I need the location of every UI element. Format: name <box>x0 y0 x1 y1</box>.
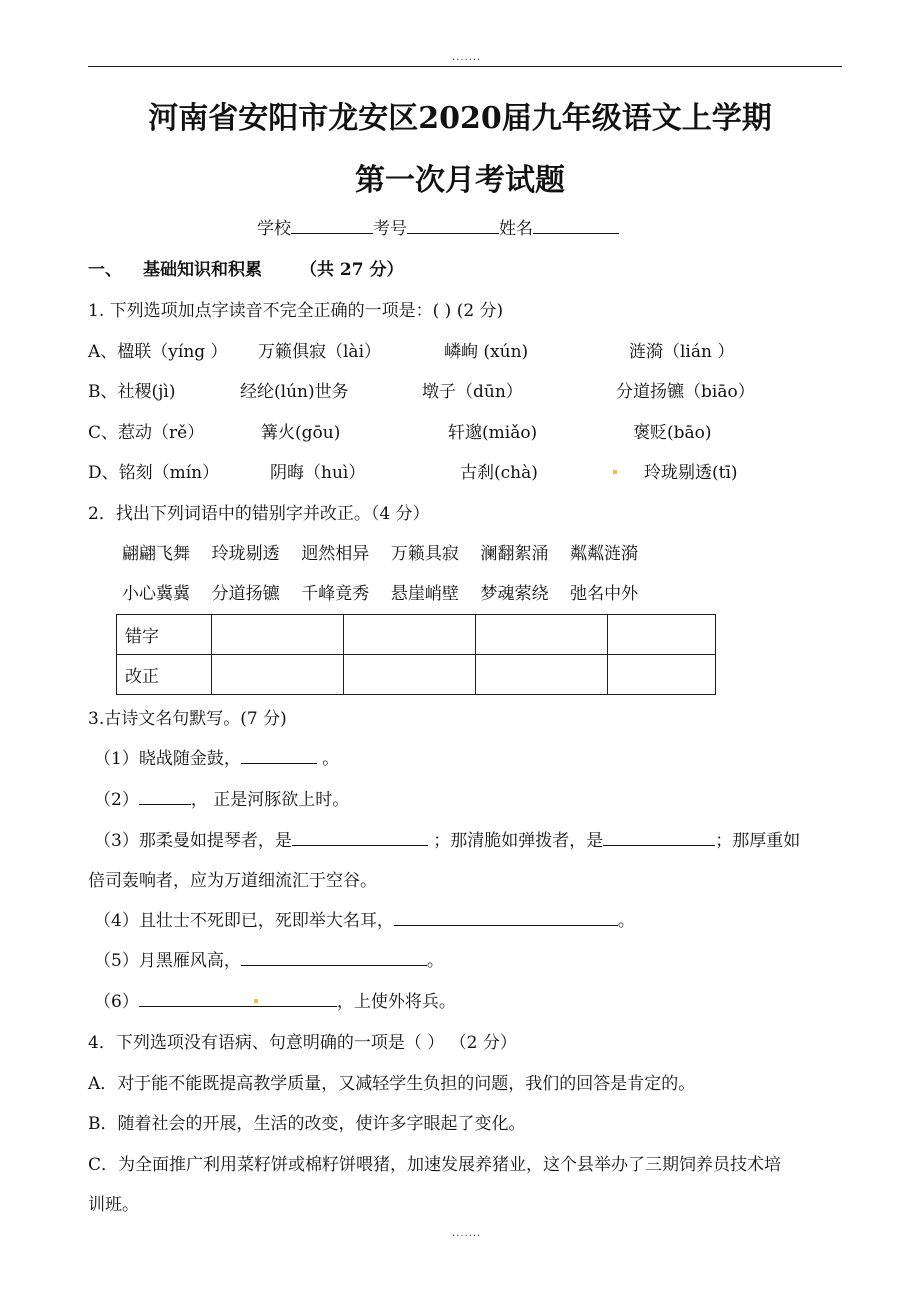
q1-option-b: B、社稷(jì) <box>88 382 176 402</box>
answer-blank[interactable] <box>394 909 618 926</box>
name-label: 姓名 <box>499 219 533 239</box>
q1-stem: 1. 下列选项加点字读音不完全正确的一项是：( ) (2 分) <box>88 301 504 321</box>
section-1-score: （共 27 分） <box>300 260 404 280</box>
footer-dots: ....... <box>452 1228 482 1239</box>
page-title-line2: 第一次月考试题 <box>355 163 565 198</box>
q3-item-1 <box>94 744 339 769</box>
poem-text: 。 <box>426 951 444 971</box>
q2-word-row1 <box>122 539 638 564</box>
item-number: （6） <box>94 992 139 1012</box>
answer-cell[interactable] <box>476 655 608 695</box>
item-number: （2） <box>94 790 139 810</box>
poem-text: ，上使外将兵。 <box>336 992 456 1012</box>
q4-option-c: C．为全面推广利用菜籽饼或棉籽饼喂猪，加速发展养猪业，这个县举办了三期饲养员技术培 <box>88 1155 782 1175</box>
answer-blank[interactable] <box>139 990 337 1007</box>
word: 弛名中外 <box>570 584 639 604</box>
q1-option-b-word4: 分道扬镳（biāo） <box>616 382 755 402</box>
q1-option-c: C、惹动（rě） <box>88 423 205 443</box>
q3-item-3-line2: 倍司轰响者，应为万道细流汇于空谷。 <box>88 871 377 891</box>
highlight-marker <box>613 470 617 474</box>
word: 分道扬镳 <box>211 584 280 604</box>
poem-text: ， 正是河豚欲上时。 <box>190 790 350 810</box>
q1-option-b-word2: 经纶(lún)世务 <box>240 382 349 402</box>
header-dots: ....... <box>452 52 482 63</box>
poem-text: 。 <box>316 749 340 769</box>
q4-option-a: A．对于能不能既提高教学质量，又减轻学生负担的问题，我们的回答是肯定的。 <box>88 1074 696 1094</box>
exam-no-blank[interactable] <box>407 217 499 234</box>
word: 万籁具寂 <box>390 544 459 564</box>
section-1-label: 基础知识和积累 <box>143 260 262 280</box>
q1-option-c-word4: 褒贬(bāo) <box>633 423 712 443</box>
q4-option-c-line2: 训班。 <box>88 1195 139 1215</box>
school-blank[interactable] <box>291 217 373 234</box>
q4-option-b: B．随着社会的开展，生活的改变，使许多字眼起了变化。 <box>88 1114 526 1134</box>
name-blank[interactable] <box>533 217 619 234</box>
answer-blank[interactable] <box>241 747 317 764</box>
q1-option-c-word3: 轩邈(miǎo) <box>448 423 538 443</box>
word: 澜翻絮涌 <box>480 544 549 564</box>
answer-cell[interactable] <box>476 615 608 655</box>
exam-no-label: 考号 <box>373 219 407 239</box>
answer-blank[interactable] <box>603 829 715 846</box>
table-row <box>117 615 716 655</box>
page-title-line1: 河南省安阳市龙安区2020届九年级语文上学期 <box>148 101 772 136</box>
q3-item-2 <box>94 785 349 810</box>
item-number: （3） <box>94 831 139 851</box>
poem-text: 且壮士不死即已，死即举大名耳， <box>138 911 394 931</box>
highlight-marker <box>254 999 258 1003</box>
poem-text: 。 <box>617 911 635 931</box>
answer-blank[interactable] <box>139 788 191 805</box>
row-header-wrong: 错字 <box>117 615 212 655</box>
q1-option-a-word4: 涟漪（lián ） <box>629 342 735 362</box>
answer-cell[interactable] <box>212 655 344 695</box>
student-info-line <box>257 214 619 239</box>
word: 玲珑剔透 <box>211 544 280 564</box>
word: 迥然相异 <box>301 544 370 564</box>
word: 翩翩飞舞 <box>122 544 190 564</box>
poem-text: 那柔曼如提琴者，是 <box>138 831 292 851</box>
item-number: （4） <box>94 911 139 931</box>
poem-text: 月黑雁风高， <box>138 951 241 971</box>
q1-option-a-word3: 嶙峋 (xún) <box>444 342 529 362</box>
q3-item-5 <box>94 946 444 971</box>
word: 粼粼涟漪 <box>570 544 639 564</box>
poem-text: ；那清脆如弹拨者，是 <box>427 831 604 851</box>
answer-blank[interactable] <box>241 949 427 966</box>
q1-option-d-word2: 阴晦（huì） <box>270 463 366 483</box>
q2-word-row2 <box>122 579 638 604</box>
q1-option-d-word3: 古刹(chà) <box>460 463 538 483</box>
word: 千峰竟秀 <box>301 584 370 604</box>
table-row <box>117 655 716 695</box>
word: 悬崖峭壁 <box>390 584 459 604</box>
poem-text: ；那厚重如 <box>715 831 801 851</box>
word: 梦魂萦绕 <box>480 584 549 604</box>
q1-option-b-word3: 墩子（dūn） <box>422 382 523 402</box>
section-1-number: 一、 <box>88 260 122 280</box>
answer-cell[interactable] <box>212 615 344 655</box>
poem-text: 晓战随金鼓， <box>138 749 241 769</box>
answer-cell[interactable] <box>344 615 476 655</box>
q3-item-3 <box>94 826 800 851</box>
answer-cell[interactable] <box>608 615 716 655</box>
q1-option-a: A、楹联（yíng ） <box>88 342 228 362</box>
header-rule <box>88 66 842 67</box>
word: 小心冀冀 <box>122 584 190 604</box>
answer-cell[interactable] <box>344 655 476 695</box>
q1-option-a-word2: 万籁俱寂（lài） <box>258 342 382 362</box>
q1-option-c-word2: 篝火(gōu) <box>261 423 341 443</box>
row-header-fix: 改正 <box>117 655 212 695</box>
q3-item-4 <box>94 906 635 931</box>
q1-option-d: D、铭刻（mín） <box>88 463 220 483</box>
answer-cell[interactable] <box>608 655 716 695</box>
answer-blank[interactable] <box>292 829 428 846</box>
correction-table <box>116 614 716 695</box>
q3-item-6 <box>94 987 456 1012</box>
item-number: （1） <box>94 749 139 769</box>
q4-stem: 4．下列选项没有语病、句意明确的一项是（ ） （2 分） <box>88 1033 517 1053</box>
q1-option-d-word4: 玲珑剔透(tī) <box>644 463 738 483</box>
q2-stem: 2．找出下列词语中的错别字并改正。（4 分） <box>88 504 430 524</box>
item-number: （5） <box>94 951 139 971</box>
school-label: 学校 <box>257 219 291 239</box>
q3-stem: 3.古诗文名句默写。(7 分) <box>88 709 287 729</box>
